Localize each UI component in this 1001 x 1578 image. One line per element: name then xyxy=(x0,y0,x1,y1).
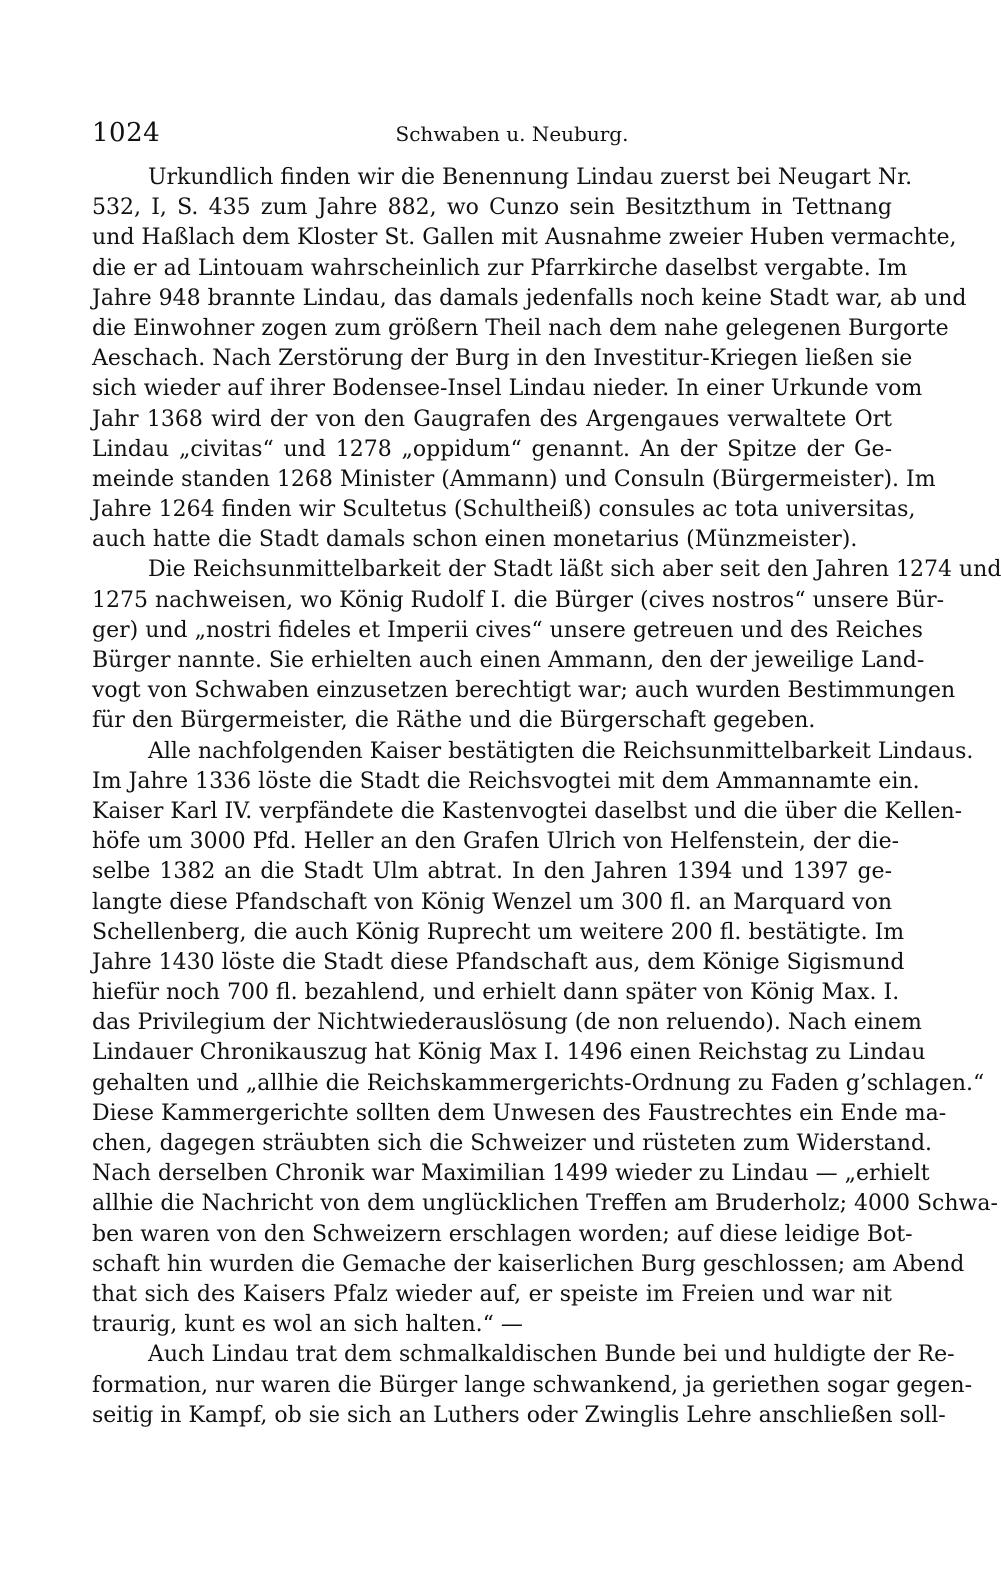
text-line: die Einwohner zogen zum größern Theil nach dem nahe gelegenen Burgorte xyxy=(92,315,949,341)
text-line: und Haßlach dem Kloster St. Gallen mit Ausnahme zweier Huben vermachte, xyxy=(92,225,957,251)
text-line: meinde standen 1268 Minister (Ammann) und Consuln (Bürgermeister). Im xyxy=(92,466,936,492)
text-line: die er ad Lintouam wahrscheinlich zur Pfarrkirche daselbst vergabte. Im xyxy=(92,255,908,281)
text-line: Auch Lindau trat dem schmalkaldischen Bunde bei und huldigte der Re- xyxy=(148,1342,955,1368)
text-line: hiefür noch 700 fl. bezahlend, und erhielt dann später von König Max. I. xyxy=(92,980,900,1006)
page-number: 1024 xyxy=(92,118,161,148)
text-line: that sich des Kaisers Pfalz wieder auf, er speiste im Freien und war nit xyxy=(92,1281,892,1307)
text-line: Jahr 1368 wird der von den Gaugrafen des Argengaues verwaltete Ort xyxy=(92,406,892,432)
text-line: Schellenberg, die auch König Ruprecht um weitere 200 fl. bestätigte. Im xyxy=(92,919,905,945)
body-text xyxy=(92,163,1001,1431)
text-line: vogt von Schwaben einzusetzen berechtigt war; auch wurden Bestimmungen xyxy=(92,678,956,704)
text-line: chen, dagegen sträubten sich die Schweizer und rüsteten zum Widerstand. xyxy=(92,1131,933,1156)
text-line: für den Bürgermeister, die Räthe und die Bürgerschaft gegeben. xyxy=(92,708,816,734)
text-line: Bürger nannte. Sie erhielten auch einen Ammann, den der jeweilige Land- xyxy=(92,648,925,673)
text-line: schaft hin wurden die Gemache der kaiserlichen Burg geschlossen; am Abend xyxy=(92,1251,965,1277)
text-line: traurig, kunt es wol an sich halten.“ — xyxy=(92,1312,523,1338)
text-line: Die Reichsunmittelbarkeit der Stadt läßt sich aber seit den Jahren 1274 und xyxy=(148,557,1001,583)
text-line: Nach derselben Chronik war Maximilian 1499 wieder zu Lindau — „erhielt xyxy=(92,1161,930,1187)
text-line: das Privilegium der Nichtwiederauslösung (de non reluendo). Nach einem xyxy=(92,1010,922,1036)
text-line: Lindau „civitas“ und 1278 „oppidum“ genannt. An der Spitze der Ge- xyxy=(92,436,892,462)
text-line: Jahre 1430 löste die Stadt diese Pfandschaft aus, dem Könige Sigismund xyxy=(92,949,905,975)
text-line: allhie die Nachricht von dem unglücklichen Treffen am Bruderholz; 4000 Schwa- xyxy=(92,1191,998,1217)
text-line: selbe 1382 an die Stadt Ulm abtrat. In den Jahren 1394 und 1397 ge- xyxy=(92,859,892,885)
page-header xyxy=(92,118,892,154)
text-line: Im Jahre 1336 löste die Stadt die Reichsvogtei mit dem Ammannamte ein. xyxy=(92,768,920,794)
text-line: höfe um 3000 Pfd. Heller an den Grafen Ulrich von Helfenstein, der die- xyxy=(92,829,900,855)
text-line: formation, nur waren die Bürger lange schwankend, ja geriethen sogar gegen- xyxy=(92,1372,972,1398)
text-line: gehalten und „allhie die Reichskammergerichts-Ordnung zu Faden g’schlagen.“ xyxy=(92,1070,985,1096)
text-line: ben waren von den Schweizern erschlagen worden; auf diese leidige Bot- xyxy=(92,1221,913,1247)
text-line: 532, I, S. 435 zum Jahre 882, wo Cunzo sein Besitzthum in Tettnang xyxy=(92,195,892,221)
text-line: sich wieder auf ihrer Bodensee-Insel Lindau nieder. In einer Urkunde vom xyxy=(92,376,923,402)
text-line: langte diese Pfandschaft von König Wenzel um 300 fl. an Marquard von xyxy=(92,889,892,915)
text-line: auch hatte die Stadt damals schon einen monetarius (Münzmeister). xyxy=(92,527,858,553)
text-line: Urkundlich finden wir die Benennung Lindau zuerst bei Neugart Nr. xyxy=(148,165,913,190)
text-line: Diese Kammergerichte sollten dem Unwesen des Faustrechtes ein Ende ma- xyxy=(92,1100,947,1126)
text-line: Aeschach. Nach Zerstörung der Burg in den Investitur-Kriegen ließen sie xyxy=(92,346,913,372)
text-line: Lindauer Chronikauszug hat König Max I. 1496 einen Reichstag zu Lindau xyxy=(92,1040,926,1066)
text-line: seitig in Kampf, ob sie sich an Luthers oder Zwinglis Lehre anschließen soll- xyxy=(92,1402,946,1428)
running-head: Schwaben u. Neuburg. xyxy=(395,122,629,146)
text-line: Kaiser Karl IV. verpfändete die Kastenvogtei daselbst und die über die Kellen- xyxy=(92,798,963,824)
text-line: 1275 nachweisen, wo König Rudolf I. die Bürger (cives nostros“ unsere Bür- xyxy=(92,587,945,613)
text-line: Jahre 1264 finden wir Scultetus (Schultheiß) consules ac tota universitas, xyxy=(92,497,916,523)
text-line: ger) und „nostri fideles et Imperii cives“ unsere getreuen und des Reiches xyxy=(92,617,923,643)
text-line: Jahre 948 brannte Lindau, das damals jedenfalls noch keine Stadt war, ab und xyxy=(92,285,967,311)
text-line: Alle nachfolgenden Kaiser bestätigten die Reichsunmittelbarkeit Lindaus. xyxy=(148,738,974,764)
